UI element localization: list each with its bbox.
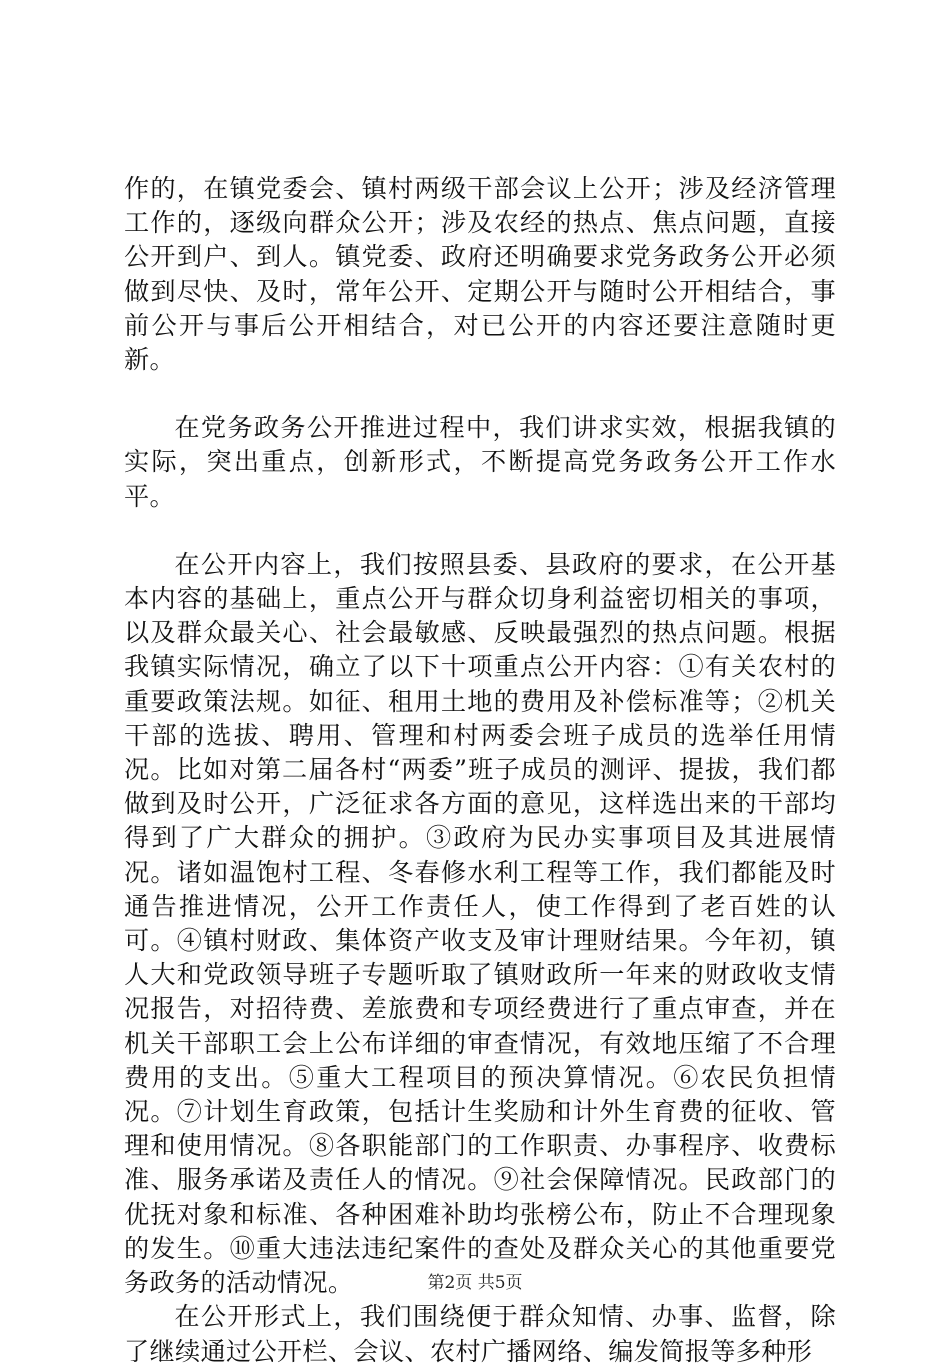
page-number-footer: 第2页 共5页 (427, 1273, 523, 1293)
paragraph-continuation: 作的，在镇党委会、镇村两级干部会议上公开；涉及经济管理工作的，逐级向群众公开；涉及农经的热点、焦点问题，直接公开到户、到人。镇党委、政府还明确要求党务政务公开必须做到尽快、及时，常年公开、定期公开与随时公开相结合，事前公开与事后公开相结合，对已公开的内容还要注意随时更新。 (124, 174, 836, 375)
paragraph-overview: 在党务政务公开推进过程中，我们讲求实效，根据我镇的实际，突出重点，创新形式，不断提高党务政务公开工作水平。 (124, 413, 836, 511)
paragraph-content-items: 在公开内容上，我们按照县委、县政府的要求，在公开基本内容的基础上，重点公开与群众切身利益密切相关的事项，以及群众最关心、社会最敏感、反映最强烈的热点问题。根据我镇实际情况，确立了以下十项重点公开内容：①有关农村的重要政策法规。如征、租用土地的费用及补偿标准等；②机关干部的选拔、聘用、管理和村两委会班子成员的选举任用情况。比如对第二届各村“两委”班子成员的测评、提拔，我们都做到及时公开，广泛征求各方面的意见，这样选出来的干部均得到了广大群众的拥护。③政府为民办实事项目及其进展情况。诸如温饱村工程、冬春修水利工程等工作，我们都能及时通告推进情况，公开工作责任人，使工作得到了老百姓的认可。④镇村财政、集体资产收支及审计理财结果。今年初，镇人大和党政领导班子专题听取了镇财政所一年来的财政收支情况报告，对招待费、差旅费和专项经费进行了重点审查，并在机关干部职工会上公布详细的审查情况，有效地压缩了不合理费用的支出。⑤重大工程项目的预决算情况。⑥农民负担情况。⑦计划生育政策，包括计生奖励和计外生育费的征收、管理和使用情况。⑧各职能部门的工作职责、办事程序、收费标准、服务承诺及责任人的情况。⑨社会保障情况。民政部门的优抚对象和标准、各种困难补助均张榜公布，防止不合理现象的发生。⑩重大违法违纪案件的查处及群众关心的其他重要党务政务的活动情况。 (124, 549, 836, 1298)
paragraph-format: 在公开形式上，我们围绕便于群众知情、办事、监督，除了继续通过公开栏、会议、农村广播网络、编发简报等多种形 (124, 1302, 836, 1366)
document-body (124, 172, 836, 1369)
